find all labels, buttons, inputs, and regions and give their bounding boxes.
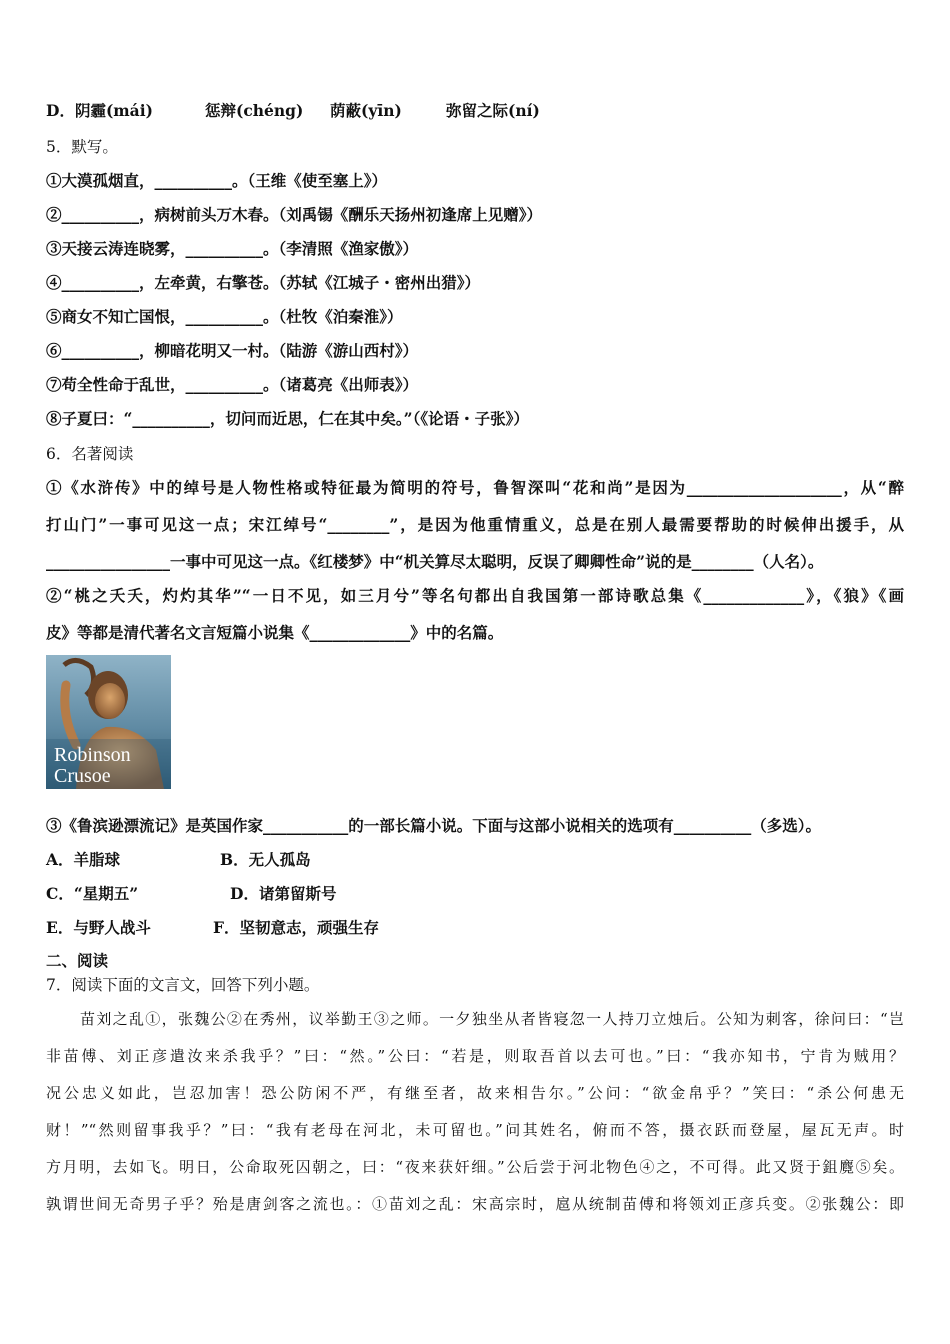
q5-item-1: ①大漠孤烟直，__________。（王维《使至塞上》） xyxy=(46,171,388,190)
q4-option-d-label: D．阴霾(mái) xyxy=(46,101,153,120)
q4-option-d-word-4: 弥留之际(ní) xyxy=(446,101,540,120)
q7-title: 7．阅读下面的文言文，回答下列小题。 xyxy=(46,976,320,994)
q6-option-d: D．诸第留斯号 xyxy=(230,884,337,903)
robinson-crusoe-cover-image xyxy=(46,655,171,789)
q5-item-5: ⑤商女不知亡国恨，__________。（杜牧《泊秦淮》） xyxy=(46,307,403,326)
q6-p1-line-2: 打山门”一事可见这一点；宋江绰号“________”，是因为他重情重义，总是在别人最需要帮助的时候伸出援手，从 xyxy=(46,515,904,534)
q6-title: 6．名著阅读 xyxy=(46,445,134,463)
q5-title: 5．默写。 xyxy=(46,138,118,156)
q5-item-2: ②__________，病树前头万木春。（刘禹锡《酬乐天扬州初逢席上见赠》） xyxy=(46,205,543,224)
q7-passage-line-6: 孰谓世间无奇男子乎？殆是唐剑客之流也。：①苗刘之乱：宋高宗时，扈从统制苗傅和将领刘正彦兵变。②张魏公：即 xyxy=(46,1195,904,1213)
q6-option-c: C．“星期五” xyxy=(46,884,139,903)
q5-item-3: ③天接云涛连晓雾，__________。（李清照《渔家傲》） xyxy=(46,239,419,258)
q6-option-b: B．无人孤岛 xyxy=(220,850,311,869)
q7-passage-line-4: 财！”“然则留事我乎？”曰：“我有老母在河北，未可留也。”问其姓名，俯而不答，摄衣跃而登屋，屋瓦无声。时 xyxy=(46,1121,904,1139)
q5-item-4: ④__________，左牵黄，右擎苍。（苏轼《江城子・密州出猎》） xyxy=(46,273,481,292)
q6-option-e: E．与野人战斗 xyxy=(46,918,151,937)
cover-title-line-1: Robinson xyxy=(54,744,131,766)
q7-passage-line-1: 苗刘之乱①，张魏公②在秀州，议举勤王③之师。一夕独坐从者皆寝忽一人持刀立烛后。公知为刺客，徐问曰：“岂 xyxy=(80,1010,904,1028)
q7-passage-line-3: 况公忠义如此，岂忍加害！恐公防闲不严，有继至者，故来相告尔。”公问：“欲金帛乎？”笑曰：“杀公何患无 xyxy=(46,1084,904,1102)
q7-passage-line-5: 方月明，去如飞。明日，公命取死囚朝之，曰：“夜来获奸细。”公后尝于河北物色④之，不可得。此又贤于鉏麑⑤矣。 xyxy=(46,1158,904,1176)
section-2-title: 二、阅读 xyxy=(46,951,109,970)
q6-p1-line-3: ________________一事中可见这一点。《红楼梦》中“机关算尽太聪明，反误了卿卿性命”说的是________（人名）。 xyxy=(46,552,824,571)
cover-face xyxy=(95,683,125,719)
q6-p2-line-2: 皮》等都是清代著名文言短篇小说集《_____________》中的名篇。 xyxy=(46,623,504,642)
q5-item-6: ⑥__________，柳暗花明又一村。（陆游《游山西村》） xyxy=(46,341,419,360)
q7-passage-line-2: 非苗傅、刘正彦遣汝来杀我乎？”曰：“然。”公曰：“若是，则取吾首以去可也。”曰：“我亦知书，宁肯为贼用？ xyxy=(46,1047,904,1065)
q6-p1-line-1: ①《水浒传》中的绰号是人物性格或特征最为简明的符号，鲁智深叫“花和尚”是因为____________________，从“醉 xyxy=(46,478,904,497)
q4-option-d-word-3: 荫蔽(yīn) xyxy=(330,101,402,120)
q5-item-7: ⑦苟全性命于乱世，__________。（诸葛亮《出师表》） xyxy=(46,375,419,394)
q6-option-a: A．羊脂球 xyxy=(46,850,121,869)
q6-option-f: F．坚韧意志，顽强生存 xyxy=(213,918,380,937)
q6-p3: ③《鲁滨逊漂流记》是英国作家___________的一部长篇小说。下面与这部小说相关的选项有__________（多选）。 xyxy=(46,816,822,835)
q4-option-d-word-2: 惩辩(chéng) xyxy=(205,101,304,120)
q6-p2-line-1: ②“桃之夭夭，灼灼其华”“一日不见，如三月兮”等名句都出自我国第一部诗歌总集《_____________》，《狼》《画 xyxy=(46,586,904,605)
q5-item-8: ⑧子夏曰：“__________，切问而近思，仁在其中矣。”（《论语・子张》） xyxy=(46,409,529,428)
cover-title-line-2: Crusoe xyxy=(54,765,111,787)
